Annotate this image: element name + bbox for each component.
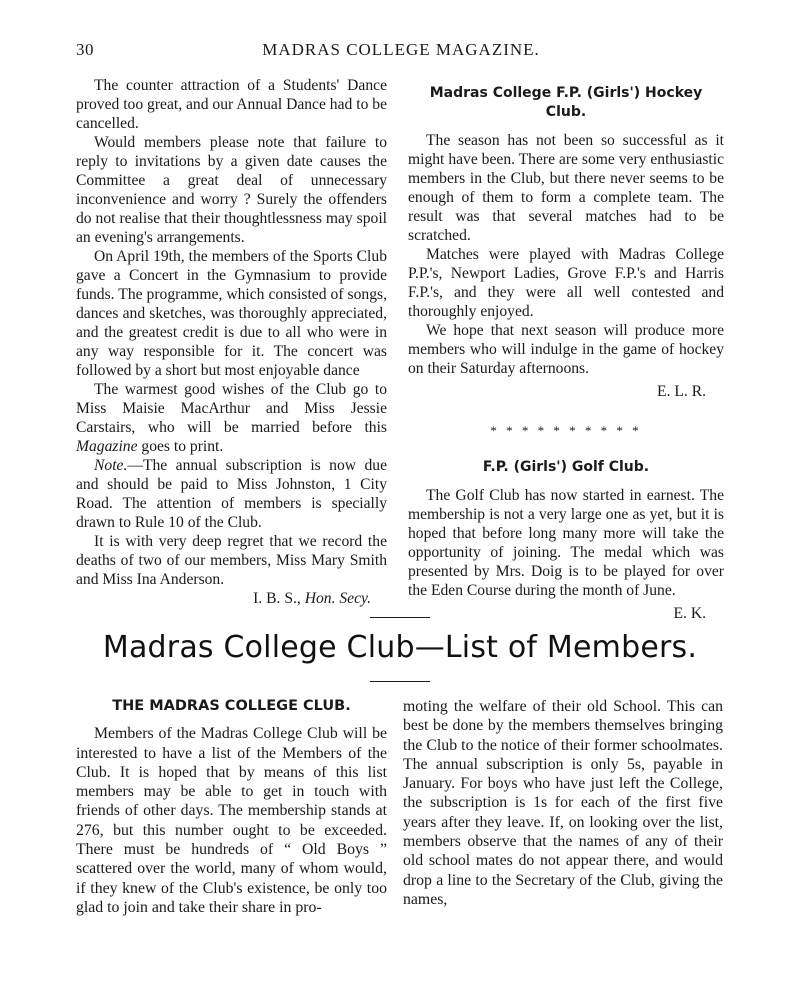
page-header: [76, 40, 726, 64]
separator-stars: * * * * * * * * * *: [490, 423, 642, 438]
club-left-column: [76, 697, 387, 917]
main-title: Madras College Club—List of Members.: [102, 630, 698, 665]
page-number: 30: [76, 40, 94, 59]
hockey-paragraph-season: The season has not been so successful as it might have been. There are some very enthusiastic members in the Club, but there never seems to be enough of them to form a complete team. The result was that several matches had to be scratched.: [408, 132, 724, 244]
signature-initials: I. B. S.,: [253, 590, 301, 607]
wishes-text: The warmest good wishes of the Club go to Miss Maisie MacArthur and Miss Jessie Carstairs, who will be married before this: [76, 381, 387, 436]
club-section-heading: THE MADRAS COLLEGE CLUB.: [112, 698, 351, 714]
note-text: The annual subscription is now due and should be paid to Miss Johnston, 1 City Road. The attention of members is specially drawn to Rule 10 of the Club.: [76, 457, 387, 531]
hockey-paragraph-matches: Matches were played with Madras College P.P.'s, Newport Ladies, Grove F.P.'s and Harris F.P.'s, and they were all well contested and thoroughly enjoyed.: [408, 246, 724, 320]
paragraph-invitations: Would members please note that failure to reply to invitations by a given date causes the Committee a great deal of unnecessary inconvenience and worry ? Surely the offenders do not realise that their thoughtlessness may spoil an evening's arrangements.: [76, 134, 387, 246]
left-column: [76, 76, 387, 608]
divider-rule-bottom: [370, 681, 430, 682]
note-dash: —: [127, 457, 143, 474]
paragraph-note: [76, 456, 387, 532]
hockey-signature: E. L. R.: [657, 383, 706, 400]
club-right-column: [403, 697, 723, 909]
divider-rule-top: [370, 617, 430, 618]
paragraph-concert: On April 19th, the members of the Sports Club gave a Concert in the Gymnasium to provide funds. The programme, which consisted of songs, dances and sketches, was thoroughly appreciated, and the greatest credit is due to all who were in any way responsible for it. The concert was followed by a short but most enjoyable dance: [76, 248, 387, 379]
running-title: MADRAS COLLEGE MAGAZINE.: [262, 40, 540, 59]
club-left-text: Members of the Madras College Club will be interested to have a list of the Members of the Club. It is hoped that by means of this list members may be able to get in touch with friends of other days. The membership stands at 276, but this number ought to be exceeded. There must be hundreds of “ Old Boys ” scattered over the world, many of whom would, if they knew of the Club's existence, be only too glad to join and take their share in pro-: [76, 725, 387, 916]
note-label: Note.: [94, 457, 128, 474]
signature-role: Hon. Secy.: [304, 590, 371, 607]
golf-signature: E. K.: [673, 605, 706, 622]
hockey-club-heading: Madras College F.P. (Girls') Hockey Club.: [429, 85, 703, 120]
paragraph-regret: It is with very deep regret that we record the deaths of two of our members, Miss Mary Smith and Miss Ina Anderson.: [76, 533, 387, 588]
paragraph-dance: The counter attraction of a Students' Dance proved too great, and our Annual Dance had to be cancelled.: [76, 77, 387, 132]
hockey-paragraph-hope: We hope that next season will produce more members who will indulge in the game of hockey on their Saturday afternoons.: [408, 322, 724, 377]
golf-club-heading: F.P. (Girls') Golf Club.: [482, 459, 650, 475]
right-column: [408, 84, 724, 623]
golf-paragraph: The Golf Club has now started in earnest. The membership is not a very large one as yet, but it is hoped that before long many more will take the opportunity of joining. The medal which was presented by Mrs. Doig is to be played for over the Eden Course during the month of June.: [408, 487, 724, 599]
goes-to-print: goes to print.: [137, 438, 224, 455]
paragraph-wishes: [76, 380, 387, 456]
club-right-text: moting the welfare of their old School. This can best be done by the members themselves bringing the Club to the notice of their former schoolmates. The annual subscription is only 5s, payable in January. For boys who have just left the College, the subscription is 1s for each of the first five years after they leave. If, on looking over the list, members observe that the names of any of their old school mates do not appear there, and would drop a line to the Secretary of the Club, giving the names,: [403, 698, 723, 908]
magazine-italic: Magazine: [76, 438, 138, 455]
secretary-signature: [76, 589, 387, 608]
